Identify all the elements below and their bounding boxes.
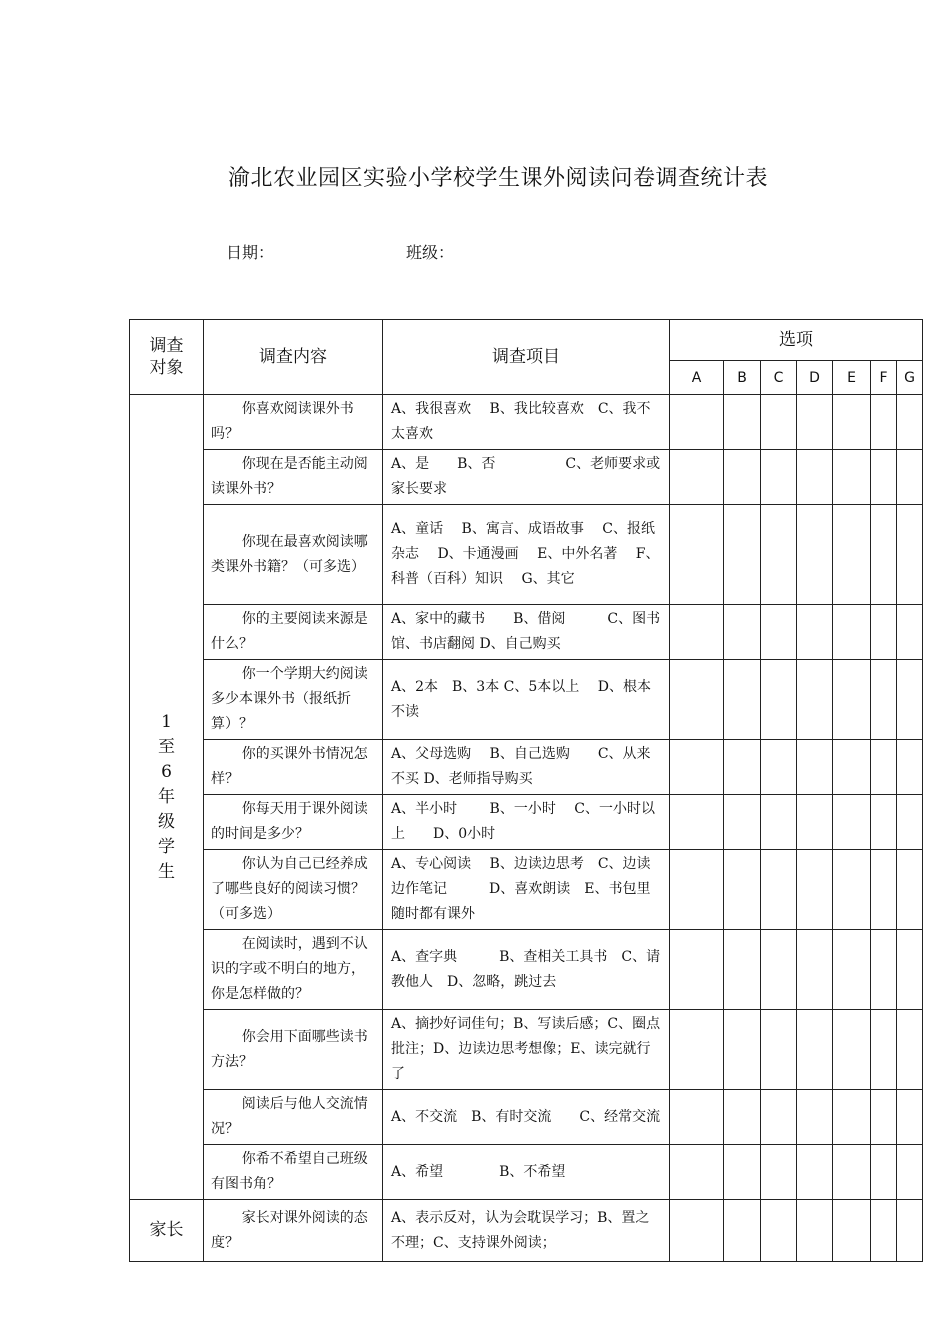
- survey-question: 你认为自己已经养成了哪些良好的阅读习惯？（可多选）: [204, 850, 383, 930]
- tally-cell-b[interactable]: [724, 605, 761, 660]
- tally-cell-g[interactable]: [897, 395, 923, 450]
- survey-question: 你的买课外书情况怎样？: [204, 740, 383, 795]
- tally-cell-a[interactable]: [670, 395, 724, 450]
- tally-cell-e[interactable]: [833, 1090, 871, 1145]
- tally-cell-d[interactable]: [797, 1010, 833, 1090]
- tally-cell-c[interactable]: [761, 740, 797, 795]
- tally-cell-e[interactable]: [833, 1200, 871, 1262]
- survey-target-cell: 家长: [130, 1200, 204, 1262]
- tally-cell-g[interactable]: [897, 930, 923, 1010]
- table-row: [130, 1200, 923, 1262]
- tally-cell-c[interactable]: [761, 450, 797, 505]
- table-row: [130, 505, 923, 605]
- survey-question: 你现在最喜欢阅读哪类课外书籍？（可多选）: [204, 505, 383, 605]
- table-row: [130, 930, 923, 1010]
- tally-cell-g[interactable]: [897, 795, 923, 850]
- survey-question: 阅读后与他人交流情况？: [204, 1090, 383, 1145]
- survey-answer-options: A、查字典 B、查相关工具书 C、请教他人 D、忽略，跳过去: [383, 930, 670, 1010]
- option-letter-a: A: [670, 361, 724, 395]
- survey-question: 你一个学期大约阅读多少本课外书（报纸折算）？: [204, 660, 383, 740]
- tally-cell-a[interactable]: [670, 850, 724, 930]
- option-letter-d: D: [797, 361, 833, 395]
- tally-cell-a[interactable]: [670, 605, 724, 660]
- tally-cell-f[interactable]: [871, 795, 897, 850]
- tally-cell-g[interactable]: [897, 1010, 923, 1090]
- class-label: 班级：: [406, 243, 455, 262]
- tally-cell-e[interactable]: [833, 740, 871, 795]
- tally-cell-a[interactable]: [670, 450, 724, 505]
- survey-answer-options: A、2本 B、3本 C、5本以上 D、根本不读: [383, 660, 670, 740]
- survey-answer-options: A、表示反对，认为会耽误学习；B、置之不理；C、支持课外阅读；: [383, 1200, 670, 1262]
- survey-answer-options: A、摘抄好词佳句；B、写读后感；C、圈点批注；D、边读边思考想像；E、读完就行了: [383, 1010, 670, 1090]
- survey-answer-options: A、不交流 B、有时交流 C、经常交流: [383, 1090, 670, 1145]
- tally-cell-a[interactable]: [670, 1090, 724, 1145]
- header-items: 调查项目: [383, 320, 670, 395]
- survey-question: 你的主要阅读来源是什么？: [204, 605, 383, 660]
- table-row: [130, 795, 923, 850]
- tally-cell-d[interactable]: [797, 1145, 833, 1200]
- tally-cell-b[interactable]: [724, 660, 761, 740]
- option-letter-f: F: [871, 361, 897, 395]
- tally-cell-b[interactable]: [724, 795, 761, 850]
- tally-cell-a[interactable]: [670, 740, 724, 795]
- tally-cell-d[interactable]: [797, 930, 833, 1010]
- tally-cell-b[interactable]: [724, 930, 761, 1010]
- tally-cell-b[interactable]: [724, 1090, 761, 1145]
- tally-cell-g[interactable]: [897, 1145, 923, 1200]
- tally-cell-e[interactable]: [833, 1010, 871, 1090]
- tally-cell-c[interactable]: [761, 395, 797, 450]
- tally-cell-d[interactable]: [797, 740, 833, 795]
- tally-cell-c[interactable]: [761, 930, 797, 1010]
- tally-cell-d[interactable]: [797, 450, 833, 505]
- tally-cell-c[interactable]: [761, 1010, 797, 1090]
- tally-cell-f[interactable]: [871, 1010, 897, 1090]
- option-letter-c: C: [761, 361, 797, 395]
- tally-cell-b[interactable]: [724, 1200, 761, 1262]
- tally-cell-e[interactable]: [833, 930, 871, 1010]
- option-letter-e: E: [833, 361, 871, 395]
- survey-answer-options: A、半小时 B、一小时 C、一小时以上 D、0小时: [383, 795, 670, 850]
- tally-cell-c[interactable]: [761, 505, 797, 605]
- tally-cell-f[interactable]: [871, 450, 897, 505]
- tally-cell-d[interactable]: [797, 850, 833, 930]
- date-label: 日期：: [226, 243, 275, 262]
- header-options: 选项: [670, 320, 923, 361]
- survey-answer-options: A、希望 B、不希望: [383, 1145, 670, 1200]
- tally-cell-e[interactable]: [833, 1145, 871, 1200]
- tally-cell-f[interactable]: [871, 1090, 897, 1145]
- tally-cell-a[interactable]: [670, 795, 724, 850]
- table-row: [130, 740, 923, 795]
- tally-cell-d[interactable]: [797, 1200, 833, 1262]
- survey-question: 家长对课外阅读的态度？: [204, 1200, 383, 1262]
- tally-cell-g[interactable]: [897, 450, 923, 505]
- table-row: [130, 850, 923, 930]
- tally-cell-f[interactable]: [871, 1145, 897, 1200]
- document-title: 渝北农业园区实验小学校学生课外阅读问卷调查统计表: [227, 166, 768, 191]
- tally-cell-g[interactable]: [897, 1090, 923, 1145]
- table-row: [130, 1010, 923, 1090]
- tally-cell-d[interactable]: [797, 605, 833, 660]
- tally-cell-c[interactable]: [761, 660, 797, 740]
- tally-cell-g[interactable]: [897, 1200, 923, 1262]
- survey-target-cell: 1至6年级学生: [130, 395, 204, 1200]
- tally-cell-f[interactable]: [871, 605, 897, 660]
- table-row: [130, 1145, 923, 1200]
- tally-cell-c[interactable]: [761, 1200, 797, 1262]
- table-row: [130, 1090, 923, 1145]
- tally-cell-d[interactable]: [797, 795, 833, 850]
- tally-cell-b[interactable]: [724, 850, 761, 930]
- survey-answer-options: A、专心阅读 B、边读边思考 C、边读边作笔记 D、喜欢朗读 E、书包里随时都有课外: [383, 850, 670, 930]
- option-letter-g: G: [897, 361, 923, 395]
- tally-cell-b[interactable]: [724, 1145, 761, 1200]
- tally-cell-c[interactable]: [761, 1090, 797, 1145]
- survey-table: [129, 319, 923, 1262]
- survey-question: 你现在是否能主动阅读课外书？: [204, 450, 383, 505]
- tally-cell-d[interactable]: [797, 395, 833, 450]
- tally-cell-d[interactable]: [797, 660, 833, 740]
- tally-cell-b[interactable]: [724, 1010, 761, 1090]
- header-target: 调查对象: [130, 320, 204, 395]
- tally-cell-a[interactable]: [670, 1010, 724, 1090]
- tally-cell-e[interactable]: [833, 850, 871, 930]
- survey-answer-options: A、我很喜欢 B、我比较喜欢 C、我不太喜欢: [383, 395, 670, 450]
- tally-cell-f[interactable]: [871, 930, 897, 1010]
- survey-question: 你希不希望自己班级有图书角？: [204, 1145, 383, 1200]
- tally-cell-e[interactable]: [833, 605, 871, 660]
- tally-cell-c[interactable]: [761, 795, 797, 850]
- tally-cell-g[interactable]: [897, 740, 923, 795]
- tally-cell-f[interactable]: [871, 850, 897, 930]
- tally-cell-d[interactable]: [797, 1090, 833, 1145]
- tally-cell-b[interactable]: [724, 505, 761, 605]
- tally-cell-b[interactable]: [724, 395, 761, 450]
- tally-cell-c[interactable]: [761, 605, 797, 660]
- tally-cell-a[interactable]: [670, 660, 724, 740]
- tally-cell-b[interactable]: [724, 740, 761, 795]
- tally-cell-f[interactable]: [871, 1200, 897, 1262]
- tally-cell-c[interactable]: [761, 1145, 797, 1200]
- tally-cell-d[interactable]: [797, 505, 833, 605]
- survey-answer-options: A、父母选购 B、自己选购 C、从来不买 D、老师指导购买: [383, 740, 670, 795]
- tally-cell-f[interactable]: [871, 740, 897, 795]
- tally-cell-a[interactable]: [670, 505, 724, 605]
- tally-cell-g[interactable]: [897, 850, 923, 930]
- option-letter-b: B: [724, 361, 761, 395]
- tally-cell-a[interactable]: [670, 1200, 724, 1262]
- survey-question: 你喜欢阅读课外书吗？: [204, 395, 383, 450]
- tally-cell-g[interactable]: [897, 605, 923, 660]
- tally-cell-g[interactable]: [897, 505, 923, 605]
- table-row: [130, 605, 923, 660]
- tally-cell-b[interactable]: [724, 450, 761, 505]
- survey-answer-options: A、家中的藏书 B、借阅 C、图书馆、书店翻阅 D、自己购买: [383, 605, 670, 660]
- tally-cell-a[interactable]: [670, 1145, 724, 1200]
- tally-cell-e[interactable]: [833, 395, 871, 450]
- header-content: 调查内容: [204, 320, 383, 395]
- survey-question: 在阅读时，遇到不认识的字或不明白的地方，你是怎样做的？: [204, 930, 383, 1010]
- survey-question: 你会用下面哪些读书方法？: [204, 1010, 383, 1090]
- tally-cell-f[interactable]: [871, 660, 897, 740]
- tally-cell-a[interactable]: [670, 930, 724, 1010]
- table-row: [130, 450, 923, 505]
- tally-cell-f[interactable]: [871, 395, 897, 450]
- tally-cell-c[interactable]: [761, 850, 797, 930]
- survey-answer-options: A、是 B、否 C、老师要求或家长要求: [383, 450, 670, 505]
- table-row: [130, 395, 923, 450]
- survey-answer-options: A、童话 B、寓言、成语故事 C、报纸杂志 D、卡通漫画 E、中外名著 F、科普（百科）知识 G、其它: [383, 505, 670, 605]
- tally-cell-f[interactable]: [871, 505, 897, 605]
- table-row: [130, 660, 923, 740]
- tally-cell-e[interactable]: [833, 505, 871, 605]
- survey-body: [130, 395, 923, 1262]
- tally-cell-e[interactable]: [833, 660, 871, 740]
- tally-cell-g[interactable]: [897, 660, 923, 740]
- tally-cell-e[interactable]: [833, 795, 871, 850]
- survey-question: 你每天用于课外阅读的时间是多少？: [204, 795, 383, 850]
- tally-cell-e[interactable]: [833, 450, 871, 505]
